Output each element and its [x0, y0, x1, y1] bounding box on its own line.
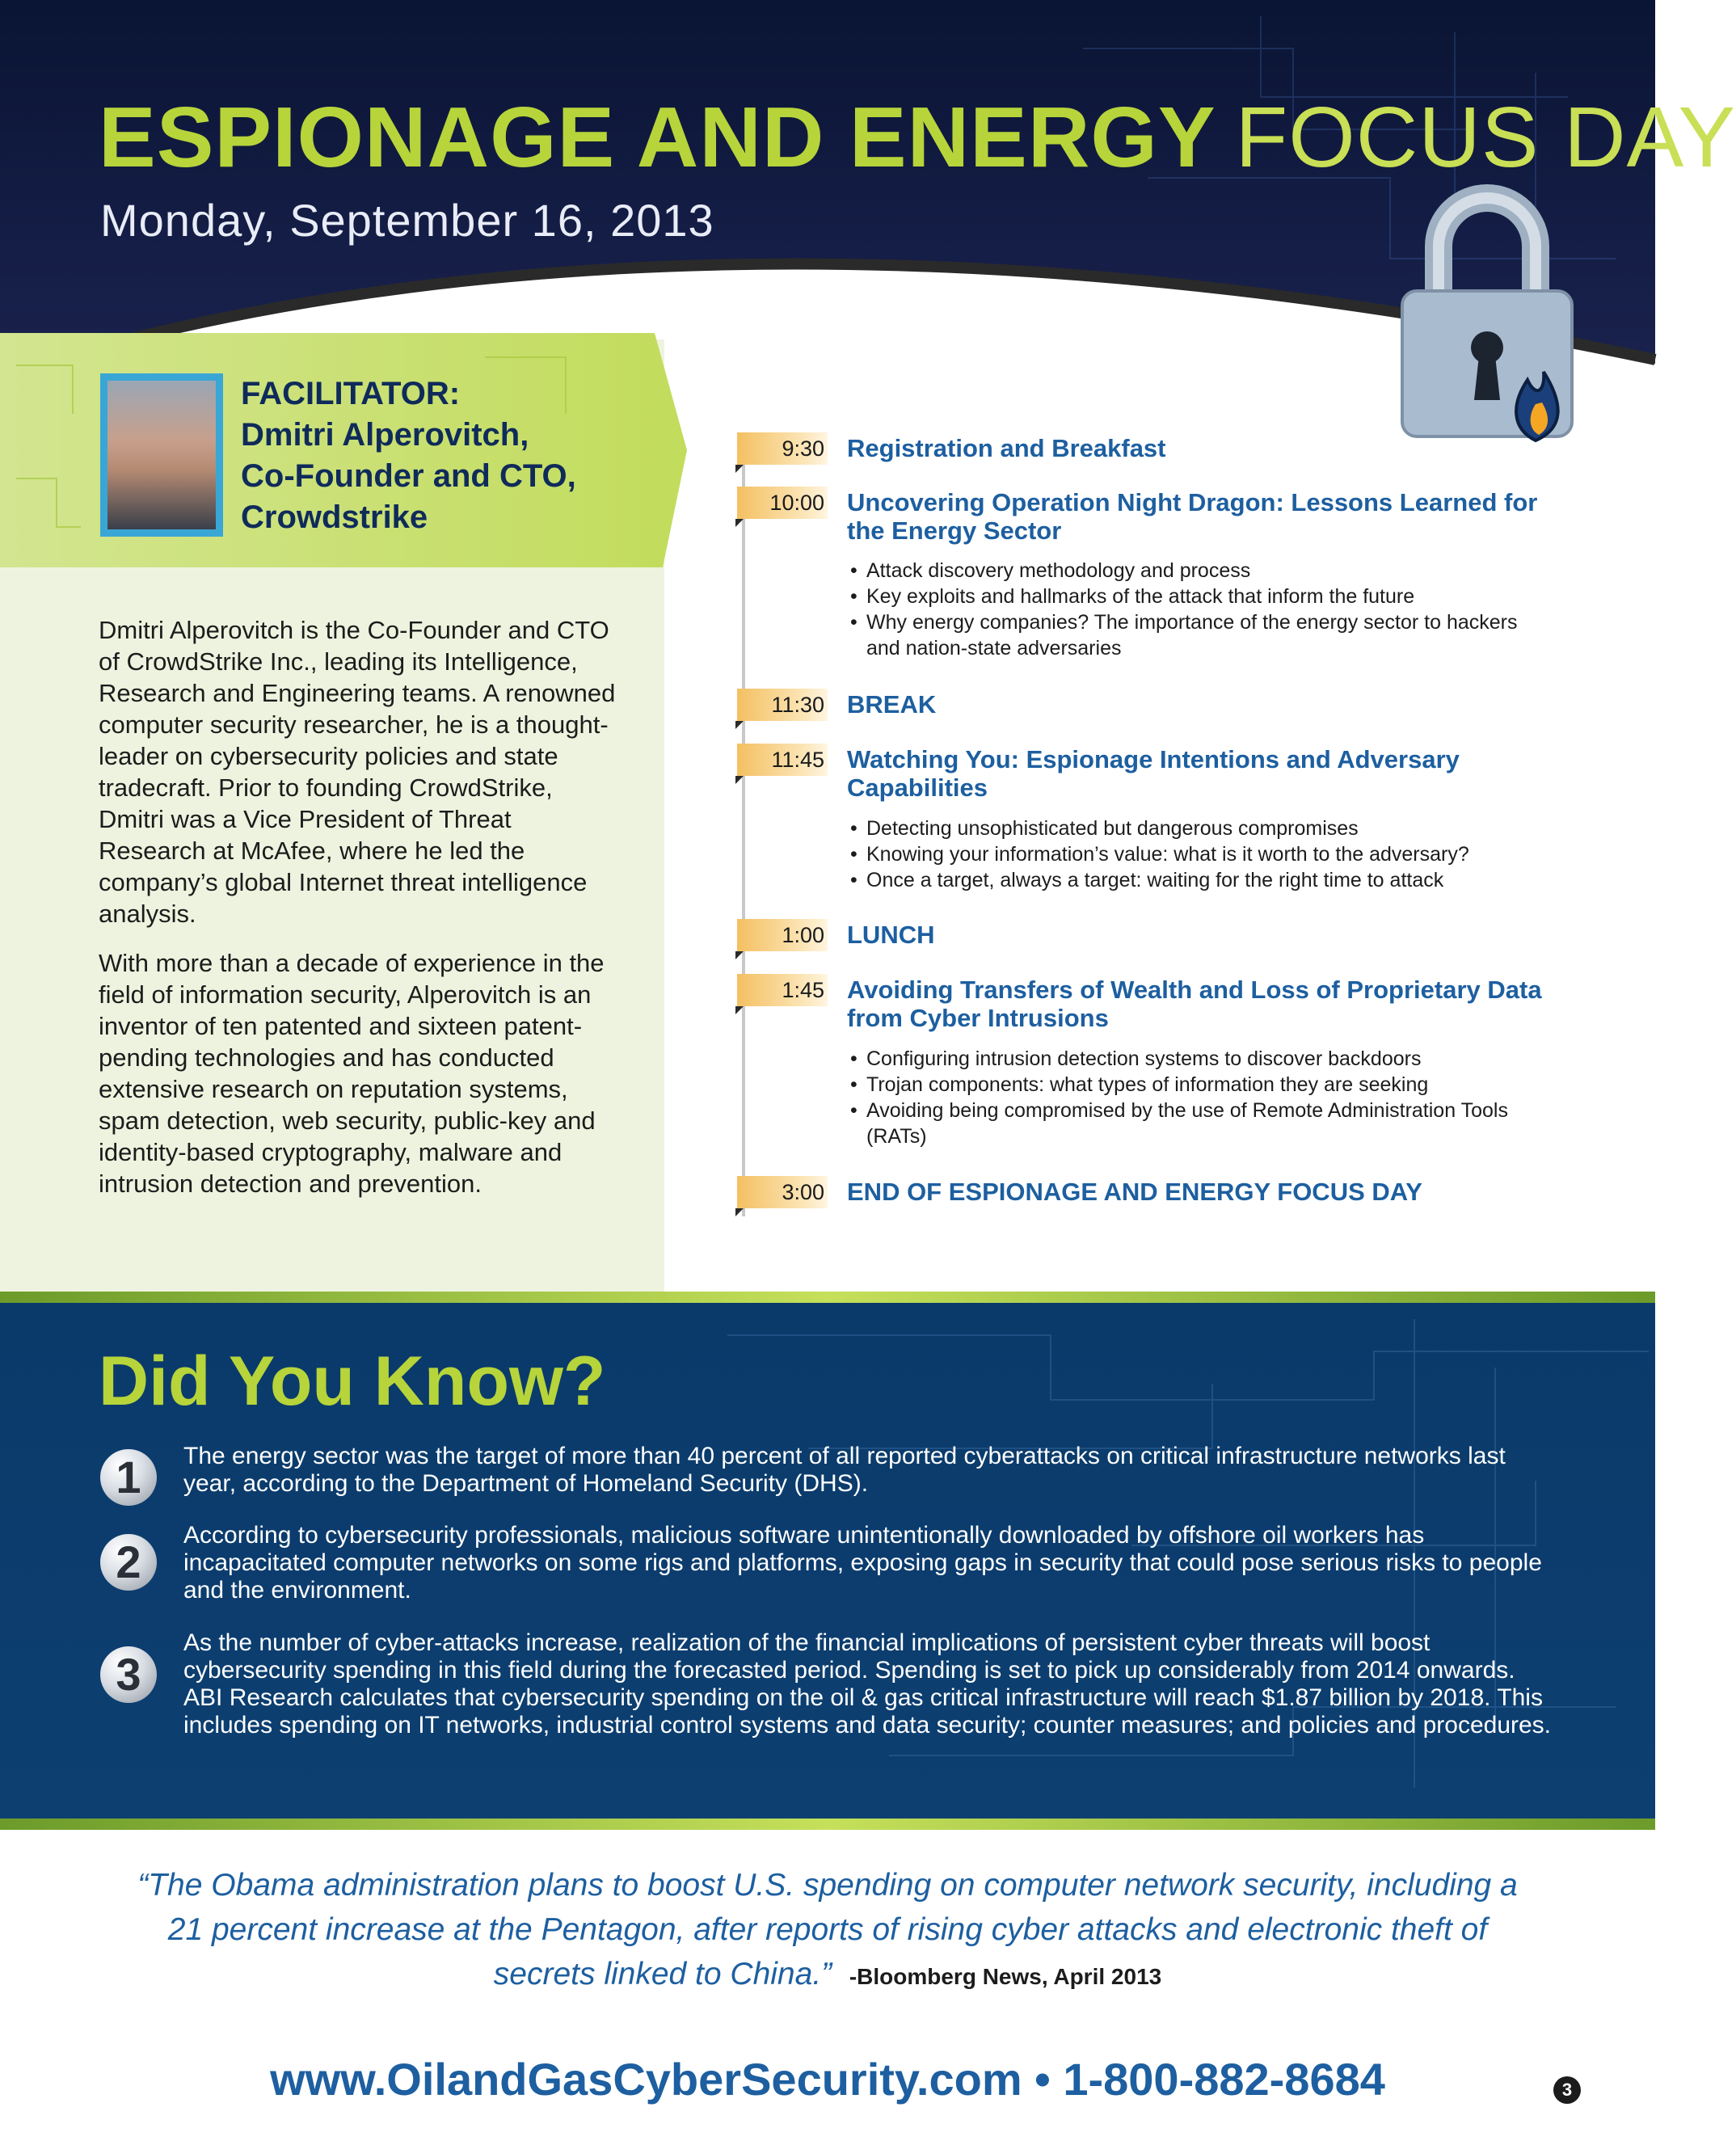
list-item: • Key exploits and hallmarks of the attack that inform the future	[853, 584, 1557, 609]
number-badge-3	[100, 1646, 157, 1703]
list-item: • Why energy companies? The importance of the energy sector to hackers and nation-state adversaries	[853, 609, 1557, 661]
time-tick	[735, 1208, 744, 1216]
list-item: • Trojan components: what types of information they are seeking	[853, 1072, 1557, 1098]
session-title: Avoiding Transfers of Wealth and Loss of Proprietary Data from Cyber Intrusions	[847, 976, 1542, 1032]
list-item: • Knowing your information’s value: what is it worth to the adversary?	[853, 841, 1557, 867]
time-label: 1:00	[782, 923, 824, 947]
fact-text: The energy sector was the target of more than 40 percent of all reported cyberattacks on critical infrastructure networks last year, according to the Department of Homeland Security (DHS).	[183, 1443, 1506, 1497]
bio-paragraph: Dmitri Alperovitch is the Co-Founder and CTO of CrowdStrike Inc., leading its Intelligence, Research and Engineering teams. A renowned computer security researcher, he is a thought-leader on cybersecurity policies and state tradecraft. Prior to founding CrowdStrike, Dmitri was a Vice President of Threat Research at McAfee, where he led the company’s global Internet threat intelligence analysis.	[99, 616, 616, 928]
page-number: 3	[1553, 2076, 1581, 2104]
quote-text: “The Obama administration plans to boost U.S. spending on computer network security, including a 21 percent increase at the Pentagon, after reports of rising cyber attacks and electronic theft of secrets linked to China.”	[137, 1868, 1518, 1991]
facilitator-heading	[241, 373, 576, 538]
number-badge-2	[100, 1534, 157, 1591]
facilitator-bio	[99, 614, 616, 1217]
time-tick	[735, 721, 744, 729]
session-bullets	[853, 1046, 1557, 1149]
time-slot	[737, 432, 828, 465]
time-label: 1:45	[782, 978, 824, 1002]
badge-number: 1	[116, 1452, 141, 1502]
list-item: • Attack discovery methodology and process	[853, 558, 1557, 584]
time-slot	[737, 689, 828, 721]
time-slot	[737, 1176, 828, 1208]
session-title: Uncovering Operation Night Dragon: Lessons Learned for the Energy Sector	[847, 488, 1538, 545]
title-light: FOCUS DAY	[1235, 90, 1736, 185]
session-title: END OF ESPIONAGE AND ENERGY FOCUS DAY	[847, 1178, 1422, 1206]
time-label: 9:30	[782, 436, 824, 461]
quote-source: -Bloomberg News, April 2013	[849, 1964, 1162, 1989]
session-title: Watching You: Espionage Intentions and Adversary Capabilities	[847, 745, 1460, 802]
time-tick	[735, 1006, 744, 1014]
list-item: • Once a target, always a target: waiting for the right time to attack	[853, 867, 1557, 893]
padlock-icon	[1390, 170, 1584, 461]
fact-text: According to cybersecurity professionals, malicious software unintentionally downloaded by offshore oil workers has incapacitated computer networks on some rigs and platforms, exposing gaps in security that could pose serious risks to people and the environment.	[183, 1522, 1542, 1604]
facilitator-label: FACILITATOR:	[241, 376, 461, 411]
bio-paragraph: With more than a decade of experience in the field of information security, Alperovitch is an inventor of ten patented and sixteen patent-pending technologies and has conducted extensive research on reputation systems, spam detection, web security, public-key and identity-based cryptography, malware and intrusion detection and prevention.	[99, 949, 605, 1198]
time-tick	[735, 465, 744, 473]
list-item: • Detecting unsophisticated but dangerous compromises	[853, 816, 1557, 841]
time-slot	[737, 487, 828, 519]
event-date: Monday, September 16, 2013	[100, 195, 714, 246]
facilitator-name: Dmitri Alperovitch,	[241, 417, 529, 453]
session-title: LUNCH	[847, 921, 935, 949]
divider	[0, 1292, 1655, 1303]
time-label: 11:30	[771, 693, 824, 717]
list-item: • Avoiding being compromised by the use of Remote Administration Tools (RATs)	[853, 1098, 1557, 1149]
pull-quote	[121, 1863, 1534, 1999]
session-bullets	[853, 558, 1557, 661]
time-slot	[737, 974, 828, 1006]
time-label: 11:45	[771, 748, 824, 772]
time-label: 10:00	[769, 491, 824, 515]
time-slot	[737, 744, 828, 776]
time-slot	[737, 919, 828, 951]
section-title: Did You Know?	[99, 1342, 606, 1420]
divider	[0, 1819, 1655, 1830]
session-title: Registration and Breakfast	[847, 434, 1166, 462]
facilitator-role: Co-Founder and CTO,	[241, 458, 576, 494]
time-tick	[735, 776, 744, 784]
badge-number: 3	[116, 1649, 141, 1700]
fact-text: As the number of cyber-attacks increase, realization of the financial implications of persistent cyber threats will boost cybersecurity spending in this field during the forecasted period. Spending is set to pick up considerably from 2014 onwards. ABI Research calculates that cybersecurity spending on the oil & gas critical infrastructure will reach $1.87 billion by 2018. This includes spending on IT networks, industrial control systems and data security; counter measures; and policies and procedures.	[183, 1629, 1552, 1739]
list-item: • Configuring intrusion detection systems to discover backdoors	[853, 1046, 1557, 1072]
time-tick	[735, 951, 744, 959]
time-tick	[735, 519, 744, 527]
title-bold: ESPIONAGE AND ENERGY	[99, 90, 1216, 185]
badge-number: 2	[116, 1536, 141, 1587]
facilitator-company: Crowdstrike	[241, 499, 428, 535]
facilitator-photo	[107, 381, 216, 529]
session-bullets	[853, 816, 1557, 893]
timeline-line	[742, 449, 745, 1216]
number-badge-1	[100, 1449, 157, 1506]
session-title: BREAK	[847, 690, 937, 719]
time-label: 3:00	[782, 1180, 824, 1204]
footer-contact[interactable]: www.OilandGasCyberSecurity.com • 1-800-882-8684	[270, 2054, 1385, 2105]
